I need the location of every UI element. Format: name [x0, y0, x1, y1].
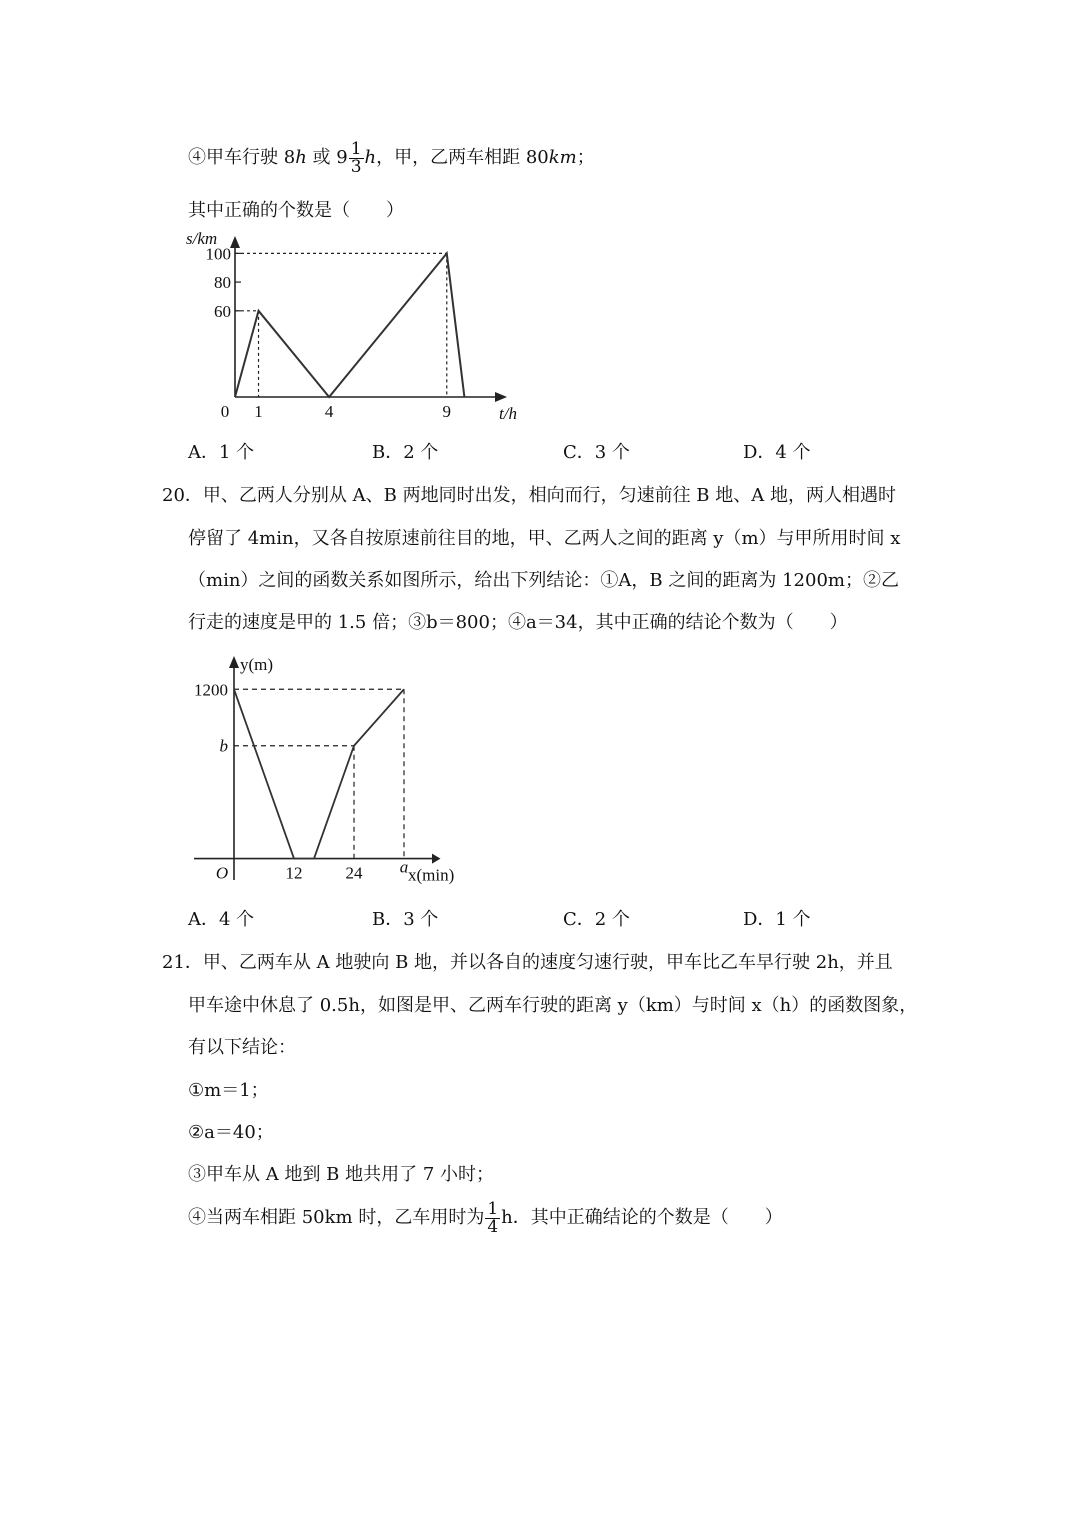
q19-item4-text: ④甲车行驶 8 — [188, 147, 296, 168]
series-line — [234, 689, 404, 858]
q19-item4-h1: h — [295, 147, 307, 168]
q19-option-a: A．1 个 — [188, 442, 255, 463]
x-axis-label: x(min) — [408, 865, 455, 885]
x-axis-label: t/h — [499, 404, 517, 423]
q21-frac-num: 1 — [487, 1198, 499, 1219]
y-axis-arrow — [229, 656, 239, 668]
q19-frac-num: 1 — [350, 138, 362, 159]
y-tick-label: 1200 — [194, 680, 228, 700]
q20-option-c: C．2 个 — [563, 909, 630, 930]
q21-item-4 — [188, 1198, 783, 1238]
x-axis-arrow — [432, 854, 441, 864]
x-tick-label: 12 — [285, 863, 303, 883]
q20-line-2: 停留了 4min，又各自按原速前往目的地，甲、乙两人之间的距离 y（m）与甲所用时间 x — [188, 528, 901, 549]
q21-item4-suffix: h．其中正确结论的个数是（ ） — [501, 1207, 783, 1228]
chart-1 — [180, 226, 517, 436]
q20-option-b: B．3 个 — [372, 909, 439, 930]
y-tick-label: b — [219, 736, 228, 756]
series-line — [235, 253, 464, 397]
y-tick-label: 60 — [214, 301, 231, 321]
y-axis-arrow — [230, 236, 240, 248]
q21-item-2: ②a＝40； — [188, 1122, 274, 1143]
q20-line-3: （min）之间的函数关系如图所示，给出下列结论：①A，B 之间的距离为 1200m；②乙 — [188, 570, 899, 591]
q19-item4 — [188, 138, 595, 178]
y-axis-label: s/km — [186, 229, 218, 248]
x-tick-label: 1 — [254, 402, 263, 421]
q20-line-1: 20．甲、乙两人分别从 A、B 两地同时出发，相向而行，匀速前往 B 地、A 地，两人相遇时 — [162, 485, 896, 506]
x-axis-arrow — [495, 392, 507, 402]
q21-fraction — [485, 1198, 500, 1237]
q19-option-c: C．3 个 — [563, 442, 630, 463]
y-tick-label: 80 — [214, 273, 231, 293]
chart-2 — [180, 648, 480, 888]
y-tick-label: 100 — [205, 244, 231, 264]
q19-fraction — [349, 138, 364, 177]
q19-item4-suffix: ，甲，乙两车相距 80 — [376, 147, 549, 168]
q20-option-a: A．4 个 — [188, 909, 255, 930]
x-tick-label: 24 — [345, 863, 363, 883]
q21-item-3: ③甲车从 A 地到 B 地共用了 7 小时； — [188, 1164, 495, 1185]
q19-frac-den: 3 — [350, 156, 362, 177]
q21-frac-den: 4 — [487, 1216, 499, 1237]
q20-line-4: 行走的速度是甲的 1.5 倍；③b＝800；④a＝34，其中正确的结论个数为（ ） — [188, 612, 848, 633]
q21-line-1: 21．甲、乙两车从 A 地驶向 B 地，并以各自的速度匀速行驶，甲车比乙车早行驶 2h，并且 — [162, 952, 893, 973]
q20-option-d: D．1 个 — [743, 909, 811, 930]
x-tick-label: O — [215, 863, 229, 883]
q21-item4-text: ④当两车相距 50km 时，乙车用时为 — [188, 1207, 485, 1228]
q19-item4-end: ； — [576, 147, 595, 168]
q21-line-3: 有以下结论： — [188, 1037, 296, 1058]
q19-item4-unit: km — [548, 147, 577, 168]
y-axis-label: y(m) — [240, 655, 274, 674]
x-tick-label: 9 — [442, 402, 452, 421]
q19-question: 其中正确的个数是（ ） — [188, 200, 404, 221]
x-tick-label: 0 — [220, 402, 230, 421]
q19-option-b: B．2 个 — [372, 442, 439, 463]
x-tick-label: 4 — [324, 402, 334, 421]
x-tick-label: a — [399, 857, 409, 877]
q19-option-d: D．4 个 — [743, 442, 811, 463]
q19-item4-h2: h — [364, 147, 377, 168]
q19-item4-or: 或 9 — [306, 147, 348, 168]
q21-item-1: ①m＝1； — [188, 1080, 269, 1101]
q21-line-2: 甲车途中休息了 0.5h，如图是甲、乙两车行驶的距离 y（km）与时间 x（h）的函数图象， — [188, 995, 918, 1016]
